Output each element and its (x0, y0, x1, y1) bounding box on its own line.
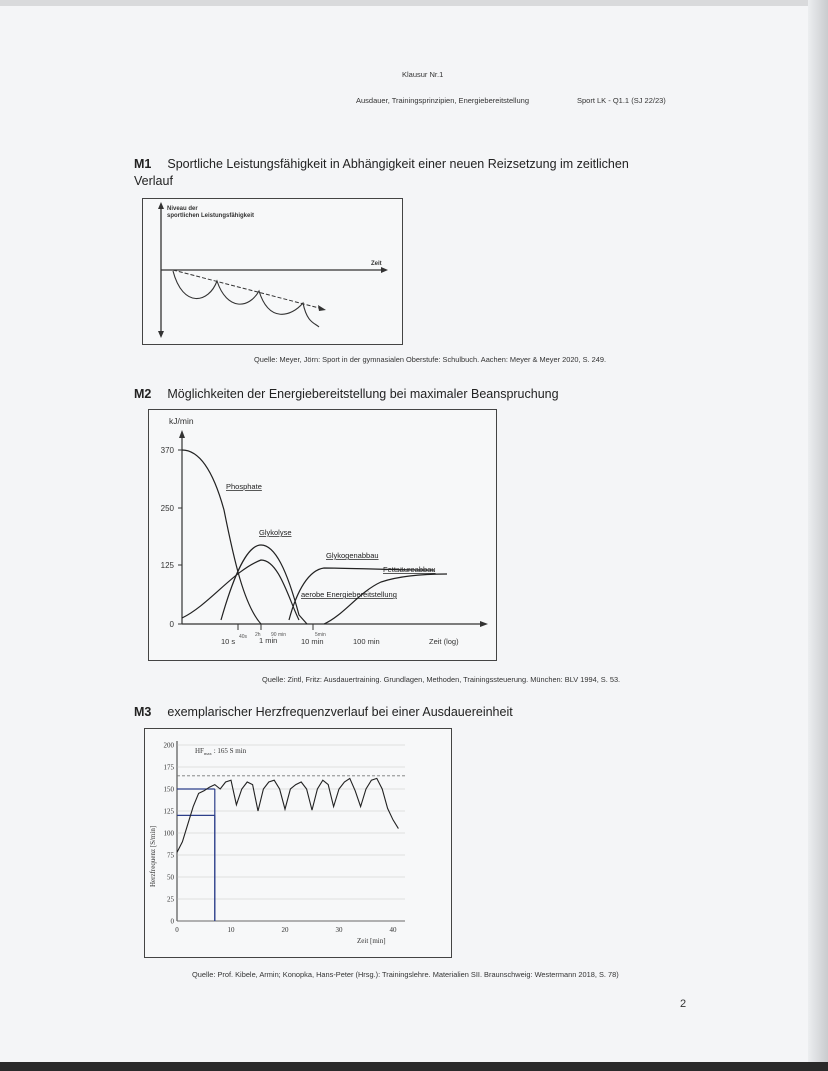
m3-ytick-150: 150 (163, 785, 174, 794)
m3-xtick-20: 20 (281, 926, 289, 934)
m1-heading (134, 157, 629, 171)
m1-label: M1 (134, 157, 152, 171)
m2-ytick-370: 370 (160, 446, 174, 455)
m3-gridlines (177, 745, 405, 921)
m2-title: Möglichkeiten der Energiebereitstellung bei maximaler Beanspruchung (167, 387, 559, 401)
m2-label: M2 (134, 387, 152, 401)
page-number: 2 (680, 998, 687, 1010)
m3-y-ticks (164, 742, 175, 926)
m3-ytick-200: 200 (163, 741, 174, 750)
course-info: Sport LK - Q1.1 (SJ 22/23) (577, 96, 666, 105)
m1-performance-curve (173, 271, 319, 327)
m1-trend-arrow (318, 305, 326, 311)
m2-ytick-250: 250 (160, 504, 174, 513)
m3-hfmax-label (195, 747, 247, 756)
m3-xtick-10: 10 (227, 926, 235, 934)
m3-heading (134, 705, 513, 719)
m3-ytick-175: 175 (163, 763, 174, 772)
m2-label-aerobe: aerobe Energiebereitstellung (301, 590, 397, 599)
m3-xtick-0: 0 (175, 926, 179, 934)
m1-x-arrow (381, 267, 388, 273)
m2-xtick-10s: 10 s (221, 637, 236, 646)
m3-ytick-0: 0 (170, 917, 174, 926)
page-bottom-edge (0, 1062, 828, 1071)
m2-ytick-125: 125 (160, 561, 174, 570)
m1-title-line2: Verlauf (134, 174, 173, 188)
m3-x-label: Zeit [min] (357, 937, 386, 945)
m3-hf-value: : 165 S min (213, 747, 247, 755)
m2-note-40s: 40s (239, 634, 248, 640)
m2-y-label: kJ/min (169, 416, 194, 426)
m3-hf-text: HF (195, 747, 204, 755)
m3-xtick-30: 30 (335, 926, 343, 934)
m1-y-arrow-up (158, 202, 164, 209)
m2-xtick-1min: 1 min (259, 636, 278, 645)
m2-xtick-100min: 100 min (353, 637, 380, 646)
m1-x-label: Zeit (371, 261, 382, 267)
m3-xtick-40: 40 (389, 926, 397, 934)
page-right-edge (808, 0, 828, 1062)
m2-heading (134, 387, 559, 401)
page-top-edge (0, 0, 828, 6)
m3-source: Quelle: Prof. Kibele, Armin; Konopka, Hans-Peter (Hrsg.): Trainingslehre. Materialien SII. Braunschweig: Westermann 2018, S. 78) (192, 970, 619, 979)
m1-source: Quelle: Meyer, Jörn: Sport in der gymnasialen Oberstufe: Schulbuch. Aachen: Meyer & Meyer 2020, S. 249. (254, 355, 607, 364)
m2-y-arrow (179, 430, 185, 438)
m3-label: M3 (134, 705, 152, 719)
m1-y-label-1: Niveau der (167, 206, 198, 212)
m2-chart-svg (149, 410, 496, 660)
m2-chart (148, 409, 497, 661)
m2-label-phosphate: Phosphate (226, 482, 262, 491)
m3-ytick-25: 25 (167, 895, 174, 904)
m2-xtick-10min: 10 min (301, 637, 324, 646)
m3-chart-svg (145, 729, 451, 957)
m2-xlabel: Zeit (log) (429, 637, 459, 646)
m3-hf-sub: max (203, 751, 212, 756)
exam-title: Klausur Nr.1 (402, 70, 444, 79)
m2-label-glykolyse: Glykolyse (259, 528, 292, 537)
m1-diagram (142, 198, 403, 345)
m3-y-label: Herzfrequenz [S/min] (149, 825, 157, 887)
m2-series-fettsaeureabbau (324, 574, 447, 624)
m1-diagram-svg (143, 199, 402, 344)
m1-title: Sportliche Leistungsfähigkeit in Abhängigkeit einer neuen Reizsetzung im zeitlichen (167, 157, 629, 171)
m1-trend-line (173, 270, 323, 309)
m3-ytick-50: 50 (167, 873, 174, 882)
m1-y-arrow-down (158, 331, 164, 338)
m1-y-label-2: sportlichen Leistungsfähigkeit (167, 213, 255, 219)
m2-note-5min: 5min (315, 632, 326, 638)
m2-x-arrow (480, 621, 488, 627)
m3-ytick-125: 125 (163, 807, 174, 816)
m3-ytick-100: 100 (163, 829, 174, 838)
exam-topic: Ausdauer, Trainingsprinzipien, Energiebereitstellung (356, 96, 530, 105)
m3-title: exemplarischer Herzfrequenzverlauf bei einer Ausdauereinheit (167, 705, 513, 719)
m3-x-ticks (175, 926, 397, 934)
m3-ytick-75: 75 (167, 851, 174, 860)
m2-note-2h: 2h (255, 632, 261, 638)
m2-source: Quelle: Zintl, Fritz: Ausdauertraining. Grundlagen, Methoden, Trainingssteuerung. München: BLV 1994, S. 53. (262, 675, 621, 684)
m2-series-aerobe (182, 560, 299, 620)
m2-ytick-0: 0 (169, 620, 174, 629)
m2-label-glykogenabbau: Glykogenabbau (326, 551, 379, 560)
m2-label-fettsaeureabbau: Fettsäureabbau (383, 565, 436, 574)
m3-chart (144, 728, 452, 958)
m2-series-phosphate (182, 450, 261, 624)
m2-note-90min: 90 min (271, 632, 287, 638)
